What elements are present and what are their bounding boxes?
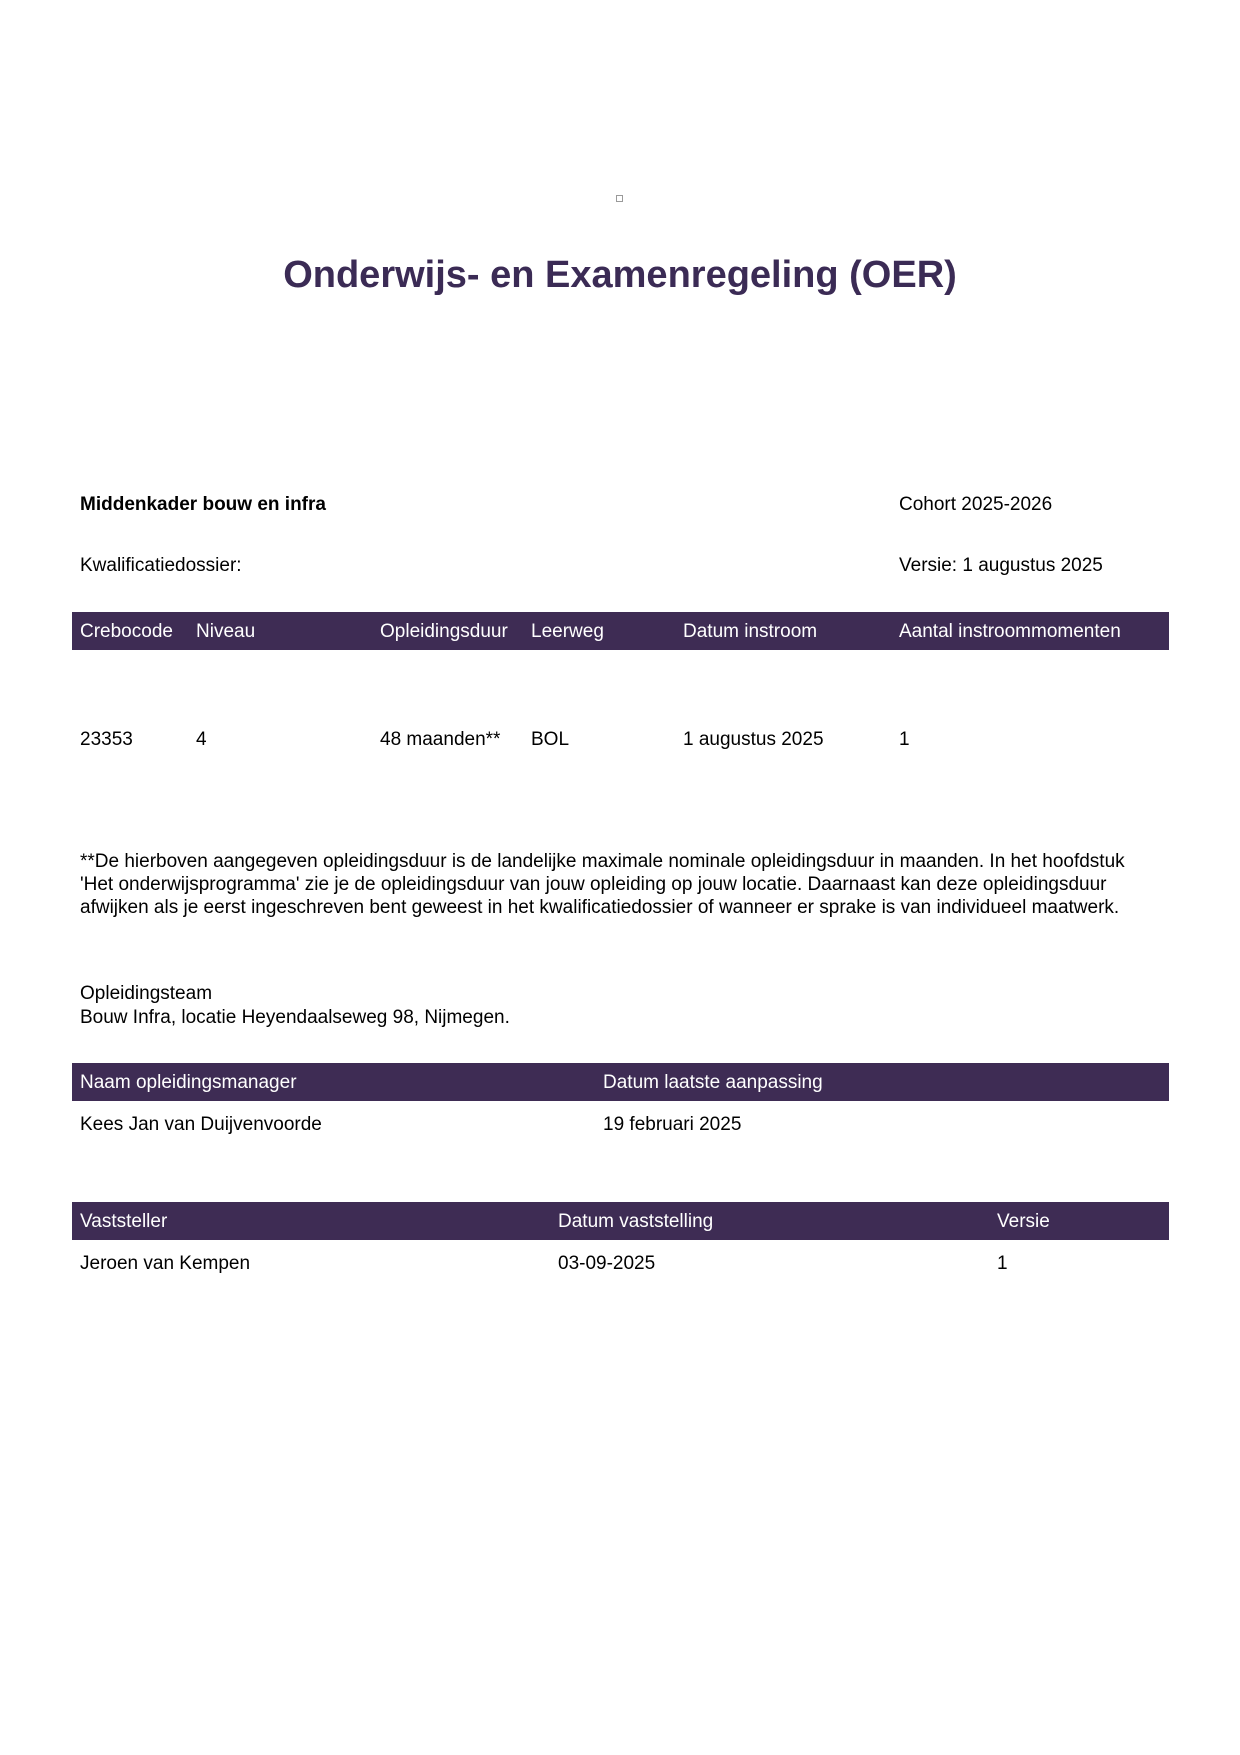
page-title: Onderwijs- en Examenregeling (OER) bbox=[283, 254, 957, 296]
header-versie: Versie bbox=[997, 1211, 1050, 1232]
cell-manager-name: Kees Jan van Duijvenvoorde bbox=[80, 1114, 322, 1135]
logo-placeholder-icon bbox=[616, 195, 623, 202]
version-label: Versie: 1 augustus 2025 bbox=[899, 555, 1103, 576]
approval-table-header bbox=[72, 1202, 1169, 1240]
header-naam-opleidingsmanager: Naam opleidingsmanager bbox=[80, 1072, 297, 1093]
header-niveau: Niveau bbox=[196, 621, 256, 642]
header-vaststeller: Vaststeller bbox=[80, 1211, 168, 1232]
footnote-text: **De hierboven aangegeven opleidingsduur is de landelijke maximale nominale opleidingsduur in maanden. In het hoofdstuk 'Het onderwijsprogramma' zie je de opleidingsduur van jouw opleiding op jouw locatie. Daarnaast kan deze opleidingsduur afwijken als je eerst ingeschreven bent geweest in het kwalificatiedossier of wanneer er sprake is van individueel maatwerk. bbox=[80, 851, 1125, 918]
header-opleidingsduur: Opleidingsduur bbox=[380, 621, 508, 642]
manager-table-header bbox=[72, 1063, 1169, 1101]
qualification-label: Kwalificatiedossier: bbox=[80, 555, 242, 576]
program-name: Middenkader bouw en infra bbox=[80, 494, 326, 515]
cohort-label: Cohort 2025-2026 bbox=[899, 494, 1053, 515]
team-location: Bouw Infra, locatie Heyendaalseweg 98, Nijmegen. bbox=[80, 1007, 510, 1028]
header-datum-laatste-aanpassing: Datum laatste aanpassing bbox=[603, 1072, 823, 1093]
program-table-header bbox=[72, 612, 1169, 650]
cell-niveau: 4 bbox=[196, 729, 207, 750]
cell-datum-vaststelling: 03-09-2025 bbox=[558, 1253, 656, 1274]
team-label: Opleidingsteam bbox=[80, 983, 213, 1004]
cell-datum-instroom: 1 augustus 2025 bbox=[683, 729, 824, 750]
cell-opleidingsduur: 48 maanden** bbox=[380, 729, 501, 750]
cell-vaststeller: Jeroen van Kempen bbox=[80, 1253, 251, 1274]
header-crebocode: Crebocode bbox=[80, 621, 173, 642]
header-datum-instroom: Datum instroom bbox=[683, 621, 818, 642]
cell-aantal-instroommomenten: 1 bbox=[899, 729, 910, 750]
cell-versie: 1 bbox=[997, 1253, 1008, 1274]
header-datum-vaststelling: Datum vaststelling bbox=[558, 1211, 714, 1232]
header-aantal-instroommomenten: Aantal instroommomenten bbox=[899, 621, 1121, 642]
cell-leerweg: BOL bbox=[531, 729, 570, 750]
cell-last-modified: 19 februari 2025 bbox=[603, 1114, 742, 1135]
header-leerweg: Leerweg bbox=[531, 621, 604, 642]
cell-crebocode: 23353 bbox=[80, 729, 133, 750]
